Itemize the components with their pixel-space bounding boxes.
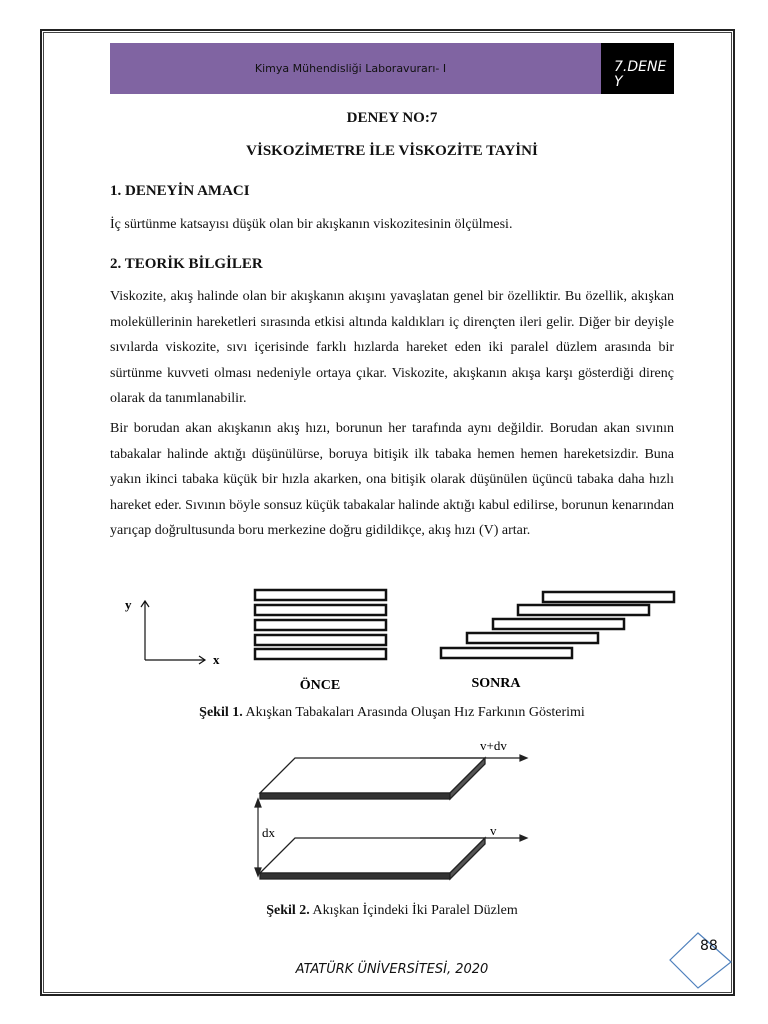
gap-arrow <box>255 799 261 876</box>
layers-before <box>255 590 386 659</box>
figure2-caption-number: Şekil 2. <box>266 903 310 918</box>
theory-paragraph-1: Viskozite, akış halinde olan bir akışkanın akışını yavaşlatan genel bir özelliktir. Bu özellik, akışkan moleküllerinin hareketleri sırasında etkisi altında kaldıkları iç dirençten ileri gelir. Diğer bir deyişle sıvılarda viskozite, sıvı içerisinde farklı hızlarda hareket eden iki paralel düzlem arasında bir sürtünme kuvveti olması nedeniyle ortaya çıkar. Viskozite, akışkanın akışa karşı gösterdiği direnç olarak da tanımlanabilir. <box>110 289 674 406</box>
section1-heading: 1. DENEYİN AMACI <box>110 183 250 199</box>
top-plate <box>260 758 485 799</box>
figure2-parallel-plates <box>240 735 540 895</box>
label-top-velocity: v+dv <box>480 738 507 753</box>
label-gap: dx <box>262 825 275 840</box>
theory-paragraph-2: Bir borudan akan akışkanın akış hızı, borunun her tarafında aynı değildir. Borudan akan sıvının tabakalar halinde aktığı düşünülürse, boruya bitişik ilk tabaka hemen hemen hareketsizdir. Buna yakın ikinci tabaka küçük bir hızla akarken, ona bitişik olarak düşünülen üçüncü tabaka daha hızlı hareket eder. Sıvının böyle sonsuz küçük tabakalar halinde aktığı kabul edilirse, borunun kenarından yarıçap doğrultusunda boru merkezine doğru gidildikçe, akış hızı (V) artar. <box>110 421 674 538</box>
header-bar <box>110 43 601 94</box>
figure2-caption-text: Akışkan İçindeki İki Paralel Düzlem <box>312 903 518 918</box>
y-axis-label: y <box>125 597 132 612</box>
figure1-caption-text: Akışkan Tabakaları Arasında Oluşan Hız Farkının Gösterimi <box>245 705 585 720</box>
experiment-number: DENEY NO:7 <box>346 110 438 126</box>
section2-heading: 2. TEORİK BİLGİLER <box>110 256 263 272</box>
header-title: Kimya Mühendisliği Laboravurarı- I <box>254 62 447 75</box>
bottom-plate <box>260 838 485 879</box>
axes <box>141 601 205 664</box>
figure1-caption-number: Şekil 1. <box>199 705 243 720</box>
label-bottom-velocity: v <box>490 823 497 838</box>
figure1-layers-diagram <box>110 585 680 695</box>
section1-text: İç sürtünme katsayısı düşük olan bir akışkanın viskozitesinin ölçülmesi. <box>110 217 513 232</box>
layers-after <box>441 592 674 658</box>
figure1-caption <box>110 705 674 721</box>
figure2-caption <box>110 903 674 919</box>
experiment-badge: 7.DENEY <box>601 43 674 94</box>
experiment-title: VİSKOZİMETRE İLE VİSKOZİTE TAYİNİ <box>246 143 538 159</box>
label-after: SONRA <box>471 676 521 691</box>
footer-university: ATATÜRK ÜNİVERSİTESİ, 2020 <box>295 962 489 977</box>
x-axis-label: x <box>213 652 220 667</box>
label-before: ÖNCE <box>299 678 341 693</box>
page-number: 88 <box>700 938 718 954</box>
